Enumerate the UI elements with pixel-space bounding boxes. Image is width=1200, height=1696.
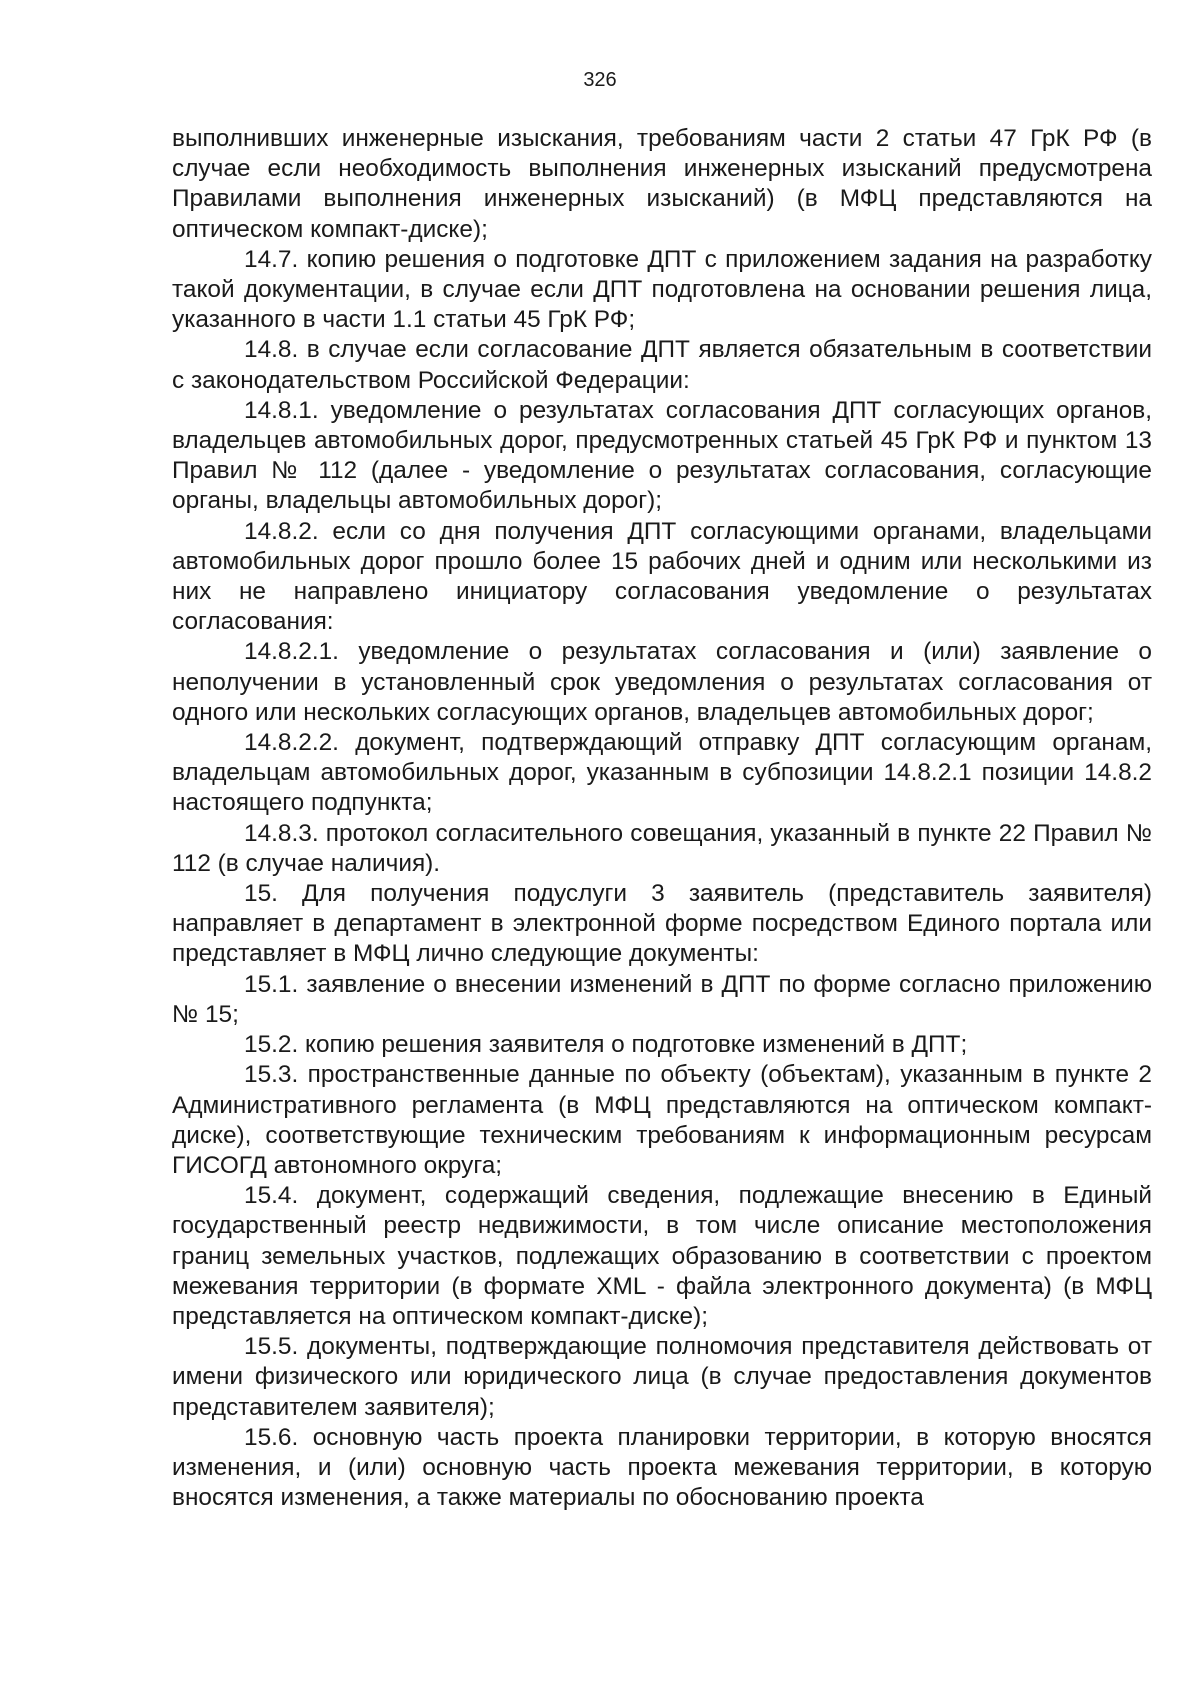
paragraph: 15.1. заявление о внесении изменений в ДПТ по форме согласно приложению № 15; (172, 970, 1152, 1028)
paragraph: 15.6. основную часть проекта планировки территории, в которую вносятся изменения, и (или) основную часть проекта межевания территории, в которую вносятся изменения, а также материалы по обоснованию проекта (172, 1423, 1152, 1512)
paragraph: 14.8.2. если со дня получения ДПТ согласующими органами, владельцами автомобильных дорог прошло более 15 рабочих дней и одним или несколькими из них не направлено инициатору согласования уведомление о результатах согласования: (172, 517, 1152, 636)
paragraph: 15.2. копию решения заявителя о подготовке изменений в ДПТ; (244, 1031, 968, 1059)
page-number: 326 (583, 69, 617, 91)
paragraph: 15.4. документ, содержащий сведения, подлежащие внесению в Единый государственный реестр недвижимости, в том числе описание местоположения границ земельных участков, подлежащих образованию в соответствии с проектом межевания территории (в формате XML - файла электронного документа) (в МФЦ представляется на оптическом компакт-диске); (172, 1182, 1152, 1330)
paragraph: 15.3. пространственные данные по объекту (объектам), указанным в пункте 2 Административного регламента (в МФЦ представляются на оптическом компакт-диске), соответствующие техническим требованиям к информационным ресурсам ГИСОГД автономного округа; (172, 1061, 1152, 1179)
paragraph: 14.7. копию решения о подготовке ДПТ с приложением задания на разработку такой документации, в случае если ДПТ подготовлена на основании решения лица, указанного в части 1.1 статьи 45 ГрК РФ; (172, 245, 1152, 334)
paragraph: 15. Для получения подуслуги 3 заявитель (представитель заявителя) направляет в департамент в электронной форме посредством Единого портала или представляет в МФЦ лично следующие документы: (172, 880, 1152, 968)
paragraph: 14.8.1. уведомление о результатах согласования ДПТ согласующих органов, владельцев автомобильных дорог, предусмотренных статьей 45 ГрК РФ и пунктом 13 Правил № 112 (далее - уведомление о результатах согласования, согласующие органы, владельцы автомобильных дорог); (172, 396, 1152, 515)
paragraph: 14.8.2.2. документ, подтверждающий отправку ДПТ согласующим органам, владельцам автомобильных дорог, указанным в субпозиции 14.8.2.1 позиции 14.8.2 настоящего подпункта; (172, 729, 1152, 817)
document-body (172, 124, 1152, 1513)
paragraph: выполнивших инженерные изыскания, требованиям части 2 статьи 47 ГрК РФ (в случае если необходимость выполнения инженерных изысканий предусмотрена Правилами выполнения инженерных изысканий) (в МФЦ представляются на оптическом компакт-диске); (172, 125, 1152, 243)
paragraph: 14.8. в случае если согласование ДПТ является обязательным в соответствии с законодательством Российской Федерации: (172, 336, 1152, 394)
paragraph: 14.8.2.1. уведомление о результатах согласования и (или) заявление о неполучении в установленный срок уведомления о результатах согласования от одного или нескольких согласующих органов, владельцев автомобильных дорог; (172, 638, 1152, 726)
paragraph: 15.5. документы, подтверждающие полномочия представителя действовать от имени физического или юридического лица (в случае предоставления документов представителем заявителя); (172, 1333, 1152, 1421)
paragraph: 14.8.3. протокол согласительного совещания, указанный в пункте 22 Правил № 112 (в случае наличия). (172, 819, 1152, 877)
